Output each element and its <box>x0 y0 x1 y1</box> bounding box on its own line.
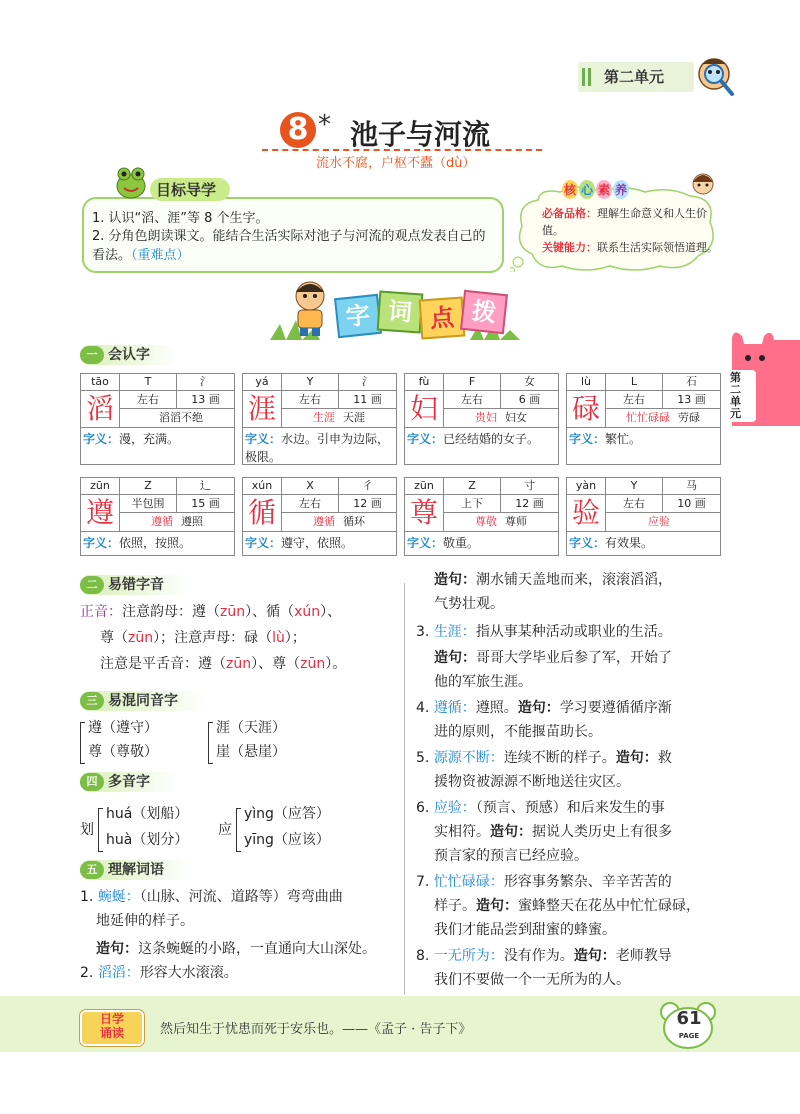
char-word: 滔滔不绝 <box>159 411 203 424</box>
pron-text: 尊（ <box>100 630 128 646</box>
char-stroke-count: 12 画 <box>339 495 396 513</box>
title-underline <box>262 149 542 151</box>
word-1-sentence <box>96 937 376 961</box>
char-pinyin: zūn <box>81 478 120 495</box>
word-key: 蜿蜒： <box>97 889 140 905</box>
brace <box>236 808 241 852</box>
sentence-text: 潮水铺天盖地而来，滚滚滔滔， <box>476 572 672 588</box>
char-pinyin: lù <box>567 374 606 391</box>
char-words <box>120 409 234 428</box>
section-3-head <box>80 691 206 711</box>
char-words <box>282 513 396 532</box>
word-key: 遵循： <box>433 700 476 716</box>
pron-text: ）。 <box>325 656 347 672</box>
char-glyph: 验 <box>567 495 606 532</box>
core-item-1 <box>542 205 722 239</box>
char-meaning <box>407 430 555 448</box>
char-meaning <box>569 430 717 448</box>
banner-char-1: 字 <box>334 294 382 338</box>
word-num: 8. <box>416 948 430 964</box>
char-radical: 氵 <box>339 374 396 391</box>
word-1 <box>80 885 343 909</box>
char-meaning <box>245 430 393 466</box>
char-words <box>444 409 558 428</box>
char-initial: T <box>120 374 177 391</box>
core-item-1-text: 理解生命意义和人生价值。 <box>542 207 707 237</box>
char-words <box>444 513 558 532</box>
pron-text: ）； <box>284 630 306 646</box>
banner-char-2: 词 <box>377 291 424 334</box>
homophone-a1: 遵（遵守） <box>88 720 158 736</box>
pron-text: 注意韵母：遵（ <box>122 604 220 620</box>
char-pinyin: zūn <box>405 478 444 495</box>
char-radical: 马 <box>663 478 720 495</box>
pron-text: ）；注意声母：碌（ <box>153 630 273 646</box>
pron-pinyin: lù <box>272 630 285 646</box>
char-word-red: 生涯 <box>313 411 335 424</box>
pron-label: 正音： <box>80 604 122 620</box>
pron-pinyin: zūn <box>300 656 326 672</box>
page-word: PAGE <box>678 1032 700 1040</box>
homophone-b1: 涯（天涯） <box>216 720 286 736</box>
word-3 <box>416 620 672 644</box>
word-5 <box>416 746 672 770</box>
char-radical: 氵 <box>177 374 234 391</box>
char-meaning <box>83 430 231 448</box>
word-num: 1. <box>80 889 94 905</box>
char-stroke-count: 13 画 <box>177 391 234 409</box>
sentence-text: 学习要遵循循序渐 <box>559 700 672 716</box>
goal-key-tag: （重难点） <box>131 248 190 263</box>
meaning-text: 敬重。 <box>443 536 480 550</box>
char-meaning <box>83 534 231 552</box>
sentence-text: 据说人类历史上有很多 <box>532 824 672 840</box>
pron-pinyin: zūn <box>226 656 252 672</box>
char-structure: 左右 <box>282 391 339 409</box>
banner-char-3: 点 <box>419 297 466 340</box>
char-word-red: 贵妇 <box>475 411 497 424</box>
char-structure: 左右 <box>282 495 339 513</box>
char-radical: 辶 <box>177 478 234 495</box>
char-structure: 左右 <box>444 391 501 409</box>
homophone-b2: 崖（悬崖） <box>216 744 286 760</box>
char-initial: Y <box>606 478 663 495</box>
word-def: 形容大水滚滚。 <box>139 965 238 981</box>
char-structure: 半包围 <box>120 495 177 513</box>
word-def: 形容事务繁杂、辛辛苦苦的 <box>503 874 672 890</box>
char-word: 遵照 <box>181 515 203 528</box>
polyphone-2a: yìng（应答） <box>244 806 330 822</box>
word-num: 2. <box>80 965 94 981</box>
word-num: 4. <box>416 700 430 716</box>
word-num: 3. <box>416 624 430 640</box>
pron-pinyin: zūn <box>128 630 154 646</box>
lesson-motto: 流水不腐，户枢不蠹（dù） <box>316 156 476 171</box>
brace <box>80 722 85 764</box>
word-6-sentence-2: 预言家的预言已经应验。 <box>434 848 588 864</box>
word-key: 忙忙碌碌： <box>433 874 504 890</box>
unit-title: 第二单元 <box>604 68 665 86</box>
sentence-text: 哥哥大学毕业后参了军，开始了 <box>476 650 672 666</box>
char-radical: 寸 <box>501 478 558 495</box>
char-words <box>606 409 720 428</box>
sentence-label: 造句： <box>434 572 476 588</box>
pron-text: 注意是平舌音：遵（ <box>100 656 226 672</box>
char-words <box>282 409 396 428</box>
section-4-head <box>80 772 178 792</box>
section-1-no: 一 <box>80 346 104 364</box>
word-num: 7. <box>416 874 430 890</box>
core-char-1: 核 <box>562 180 578 199</box>
char-stroke-count: 12 画 <box>501 495 558 513</box>
word-def: 没有作为。 <box>503 948 574 964</box>
word-2 <box>80 961 238 985</box>
word-def: 连续不断的样子。 <box>503 750 616 766</box>
char-word: 循环 <box>343 515 365 528</box>
meaning-text: 漫，充满。 <box>119 432 180 446</box>
char-stroke-count: 15 画 <box>177 495 234 513</box>
pron-line-3 <box>100 652 346 676</box>
column-divider <box>404 583 405 995</box>
word-4-sentence-2: 进的原则，不能揠苗助长。 <box>434 724 602 740</box>
word-3-sentence <box>434 646 672 670</box>
homophone-a2: 尊（尊敬） <box>88 744 158 760</box>
core-item-2-key: 关键能力： <box>542 241 597 254</box>
polyphone-char-2: 应 <box>218 822 232 838</box>
brace <box>208 722 213 764</box>
char-glyph: 碌 <box>567 391 606 428</box>
section-2-head <box>80 575 192 595</box>
logo-char: 诵读 <box>99 1026 124 1040</box>
char-card <box>566 373 721 465</box>
meaning-label: 字义： <box>245 432 282 446</box>
char-initial: Y <box>282 374 339 391</box>
word-def: （预言、预感）和后来发生的事 <box>475 800 665 816</box>
page-number: 61 <box>676 1008 702 1029</box>
char-structure: 左右 <box>120 391 177 409</box>
mascot-magnifier-icon <box>696 56 736 98</box>
goal-item-2 <box>92 227 492 265</box>
word-def: 实相符。 <box>434 824 490 840</box>
section-5-head <box>80 860 192 880</box>
char-initial: X <box>282 478 339 495</box>
goals-label: 目标导学 <box>150 178 230 201</box>
section-3-no: 三 <box>80 692 104 710</box>
pron-line-1 <box>80 600 341 624</box>
word-7-sentence-2: 我们才能品尝到甜蜜的蜂蜜。 <box>434 922 616 938</box>
word-4 <box>416 696 672 720</box>
char-structure: 上下 <box>444 495 501 513</box>
core-char-4: 养 <box>613 180 629 199</box>
meaning-text: 遵守，依照。 <box>281 536 354 550</box>
sentence-label: 造句： <box>476 898 518 914</box>
word-2-sentence <box>434 568 672 592</box>
char-card <box>242 477 397 556</box>
meaning-text: 已经结婚的女子。 <box>443 432 540 446</box>
char-glyph: 妇 <box>405 391 444 428</box>
word-key: 源源不断： <box>433 750 504 766</box>
section-3-title: 易混同音字 <box>108 693 178 709</box>
char-card <box>404 477 559 556</box>
word-8-sentence-2: 我们不要做一个一无所为的人。 <box>434 972 630 988</box>
char-pinyin: tāo <box>81 374 120 391</box>
side-unit-text: 第二单元 <box>730 371 741 420</box>
char-word-red: 尊敬 <box>475 515 497 528</box>
polyphone-2b: yīng（应该） <box>244 832 330 848</box>
goal-item-2-text: 2. 分角色朗读课文。能结合生活实际对池子与河流的观点发表自己的看法。 <box>92 229 486 263</box>
section-4-no: 四 <box>80 773 104 791</box>
sentence-text: 蜜蜂整天在花丛中忙忙碌碌， <box>518 898 700 914</box>
goal-item-1: 1. 认识“滔、涯”等 8 个生字。 <box>92 211 269 226</box>
word-1-def-2: 地延伸的样子。 <box>96 913 194 929</box>
word-num: 5. <box>416 750 430 766</box>
char-card <box>80 373 235 465</box>
char-glyph: 遵 <box>81 495 120 532</box>
char-initial: Z <box>444 478 501 495</box>
char-meaning <box>245 534 393 552</box>
section-1-title: 会认字 <box>108 347 150 363</box>
sentence-label: 造句： <box>517 700 560 716</box>
section-5-no: 五 <box>80 861 104 879</box>
char-initial: L <box>606 374 663 391</box>
polyphone-1b: huà（划分） <box>106 832 189 848</box>
lesson-star: * <box>318 110 331 140</box>
section-2-title: 易错字音 <box>108 577 164 593</box>
char-word: 尊师 <box>505 515 527 528</box>
char-initial: Z <box>120 478 177 495</box>
meaning-label: 字义： <box>569 536 606 550</box>
word-key: 生涯： <box>433 624 476 640</box>
section-1-head <box>80 345 178 365</box>
word-key: 滔滔： <box>97 965 140 981</box>
char-glyph: 滔 <box>81 391 120 428</box>
word-3-sentence-2: 他的军旅生涯。 <box>434 674 532 690</box>
girl-mascot-icon <box>690 170 716 196</box>
logo-char: 日 <box>99 1012 112 1026</box>
char-pinyin: xún <box>243 478 282 495</box>
char-initial: F <box>444 374 501 391</box>
frog-mascot-icon <box>112 164 150 200</box>
lesson-title: 池子与河流 <box>350 118 491 151</box>
sentence-text: 救 <box>657 750 672 766</box>
meaning-label: 字义： <box>83 432 120 446</box>
char-radical: 女 <box>501 374 558 391</box>
char-pinyin: fù <box>405 374 444 391</box>
meaning-text: 繁忙。 <box>605 432 642 446</box>
core-item-1-key: 必备品格： <box>542 207 597 220</box>
section-4-title: 多音字 <box>108 774 150 790</box>
core-item-2-text: 联系生活实际领悟道理。 <box>597 241 718 254</box>
char-radical: 彳 <box>339 478 396 495</box>
footer-quote: 然后知生于忧患而死于安乐也。——《孟子 · 告子下》 <box>160 1022 472 1037</box>
pron-text: ）、尊（ <box>251 656 301 672</box>
word-def: 遵照。 <box>475 700 518 716</box>
char-glyph: 涯 <box>243 391 282 428</box>
core-item-2 <box>542 239 722 256</box>
meaning-label: 字义： <box>407 432 444 446</box>
char-card <box>566 477 721 556</box>
meaning-label: 字义： <box>83 536 120 550</box>
section-2-no: 二 <box>80 576 104 594</box>
word-2-sentence-2: 气势壮观。 <box>434 596 504 612</box>
core-literacy-label <box>562 180 630 199</box>
word-def: 指从事某种活动或职业的生活。 <box>475 624 672 640</box>
sentence-label: 造句： <box>573 948 616 964</box>
char-glyph: 尊 <box>405 495 444 532</box>
polyphone-1a: huá（划船） <box>106 806 189 822</box>
char-word: 劳碌 <box>678 411 700 424</box>
sentence-label: 造句： <box>434 650 476 666</box>
char-structure: 左右 <box>606 391 663 409</box>
word-5-sentence-2: 援物资被源源不断地送往灾区。 <box>434 774 630 790</box>
word-num: 6. <box>416 800 430 816</box>
pron-pinyin: xún <box>294 604 321 620</box>
char-words <box>606 513 720 532</box>
word-7-def-2 <box>434 894 700 918</box>
char-stroke-count: 6 画 <box>501 391 558 409</box>
char-word-red: 遵循 <box>313 515 335 528</box>
char-word-red: 忙忙碌碌 <box>626 411 670 424</box>
meaning-label: 字义： <box>569 432 606 446</box>
section-5-title: 理解词语 <box>108 862 164 878</box>
pron-text: ）、 <box>320 604 342 620</box>
char-pinyin: yàn <box>567 478 606 495</box>
char-structure: 左右 <box>606 495 663 513</box>
pron-line-2 <box>100 626 306 650</box>
logo-char: 学 <box>112 1012 125 1026</box>
char-stroke-count: 10 画 <box>663 495 720 513</box>
word-def: （山脉、河流、道路等）弯弯曲曲 <box>139 889 343 905</box>
word-key: 应验： <box>433 800 476 816</box>
brace <box>98 808 103 852</box>
char-meaning <box>407 534 555 552</box>
char-pinyin: yá <box>243 374 282 391</box>
char-card <box>404 373 559 465</box>
meaning-text: 有效果。 <box>605 536 654 550</box>
banner-char-4: 拨 <box>460 290 508 334</box>
char-word: 妇女 <box>505 411 527 424</box>
word-8 <box>416 944 672 968</box>
boy-mascot-icon <box>288 280 332 336</box>
sentence-text: 这条蜿蜒的小路，一直通向大山深处。 <box>138 941 376 957</box>
word-6-def-2 <box>434 820 672 844</box>
meaning-text: 依照，按照。 <box>119 536 192 550</box>
core-char-2: 心 <box>579 180 595 199</box>
core-char-3: 素 <box>596 180 612 199</box>
sentence-label: 造句： <box>615 750 658 766</box>
sentence-text: 老师教导 <box>615 948 672 964</box>
char-meaning <box>569 534 717 552</box>
char-word-red: 遵循 <box>151 515 173 528</box>
header-marks <box>582 68 596 86</box>
pron-pinyin: zūn <box>220 604 246 620</box>
pron-text: ）、循（ <box>245 604 295 620</box>
meaning-label: 字义： <box>407 536 444 550</box>
sentence-label: 造句： <box>96 941 138 957</box>
char-words <box>120 513 234 532</box>
lesson-number-badge: 8 <box>280 112 316 148</box>
char-card <box>242 373 397 465</box>
char-stroke-count: 11 画 <box>339 391 396 409</box>
char-word-red: 应验 <box>648 515 670 528</box>
char-card <box>80 477 235 556</box>
meaning-text: 水边。引申为边际，极限。 <box>245 432 390 464</box>
meaning-label: 字义： <box>245 536 282 550</box>
polyphone-char-1: 划 <box>80 822 94 838</box>
char-word: 天涯 <box>343 411 365 424</box>
char-radical: 石 <box>663 374 720 391</box>
sentence-label: 造句： <box>490 824 532 840</box>
char-glyph: 循 <box>243 495 282 532</box>
word-key: 一无所为： <box>433 948 504 964</box>
daily-reading-logo <box>80 1010 144 1046</box>
word-def: 样子。 <box>434 898 476 914</box>
word-7 <box>416 870 672 894</box>
char-stroke-count: 13 画 <box>663 391 720 409</box>
word-6 <box>416 796 665 820</box>
word-tips-banner <box>270 278 520 340</box>
